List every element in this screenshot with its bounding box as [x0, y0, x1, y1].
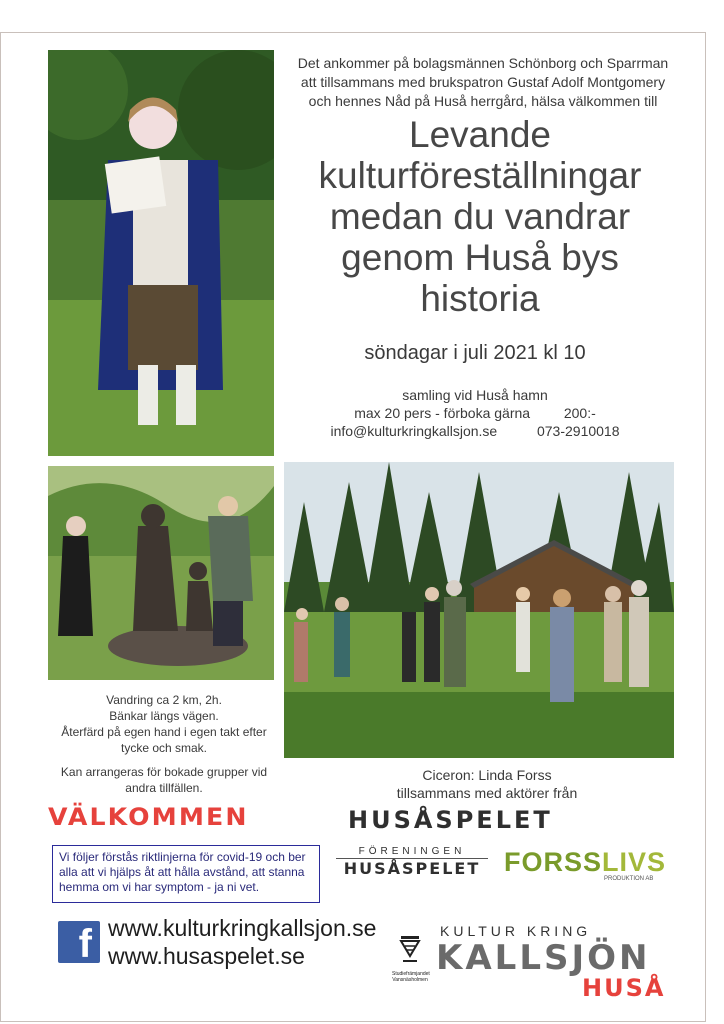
- kallsjon-logo: KALLSJÖN: [436, 938, 651, 978]
- intro-line: Det ankommer på bolagsmännen Schönborg och Sparrman: [297, 55, 669, 71]
- foreningen-husaspelet-logo: [330, 846, 494, 878]
- intro-line: och hennes Nåd på Huså herrgård, hälsa välkommen till: [308, 93, 658, 109]
- groups-line: andra tillfällen.: [125, 781, 203, 795]
- intro-line: att tillsammans med brukspatron Gustaf Adolf Montgomery: [300, 74, 666, 90]
- walk-line: Vandring ca 2 km, 2h.: [106, 693, 222, 707]
- website-link-kulturkringkallsjon[interactable]: www.kulturkringkallsjon.se: [108, 915, 377, 941]
- walk-line: Återfärd på egen hand i egen takt efter: [61, 725, 267, 739]
- facebook-icon[interactable]: f: [58, 921, 100, 963]
- welcome-logo-text: VÄLKOMMEN: [48, 803, 249, 831]
- forsslivs-part2: LIVS: [602, 847, 667, 877]
- walk-line: tycke och smak.: [120, 741, 208, 755]
- school-logo: [392, 936, 428, 983]
- max-participants: max 20 pers - förboka gärna: [354, 405, 531, 421]
- husa-logo-text: HUSÅ: [582, 974, 666, 1002]
- title-line: historia: [420, 278, 540, 319]
- guide-info: [300, 766, 674, 802]
- forsslivs-part1: FORSS: [504, 847, 603, 877]
- price: 200:-: [563, 405, 596, 421]
- covid-notice: [52, 845, 320, 903]
- school-logo-label: Studiefrämjandet Vansnäsholmen: [392, 971, 430, 983]
- group-booking-note: [40, 764, 288, 796]
- contact-row: [300, 422, 650, 440]
- kultur-kring-label: KULTUR KRING: [440, 923, 592, 939]
- website-link-husaspelet[interactable]: www.husaspelet.se: [108, 943, 305, 969]
- phone-number: 073-2910018: [536, 423, 620, 439]
- title-line: genom Huså bys: [341, 237, 619, 278]
- title-line: kulturföreställningar: [318, 155, 642, 196]
- email-link[interactable]: info@kulturkringkallsjon.se: [330, 423, 498, 439]
- intro-text: [282, 54, 684, 111]
- booking-row: [300, 404, 650, 422]
- forsslivs-subtitle: PRODUKTION AB: [604, 876, 654, 882]
- actor-reading-photo: [48, 50, 274, 456]
- foreningen-label: FÖRENINGEN: [336, 846, 488, 859]
- school-logo-icon: [399, 936, 421, 966]
- walk-line: Bänkar längs vägen.: [109, 709, 219, 723]
- event-info: [300, 386, 650, 440]
- title-line: Levande: [409, 114, 551, 155]
- statues-photo: [48, 466, 274, 680]
- title-line: medan du vandrar: [329, 196, 631, 237]
- event-title: [296, 114, 664, 319]
- husaspelet-logo: HUSÅSPELET: [348, 806, 553, 834]
- covid-line: hemma om vi har symptom - ja ni vet.: [59, 880, 260, 894]
- meeting-point: samling vid Huså hamn: [402, 387, 548, 403]
- group-walk-photo: [284, 462, 674, 758]
- guide-name: Ciceron: Linda Forss: [422, 767, 552, 783]
- covid-line: alla att vi hjälps åt att hålla avstånd, att stanna: [59, 865, 305, 879]
- event-date: söndagar i juli 2021 kl 10: [364, 342, 586, 364]
- groups-line: Kan arrangeras för bokade grupper vid: [60, 765, 268, 779]
- walk-description: [40, 692, 288, 756]
- covid-line: Vi följer förstås riktlinjerna för covid-19 och ber: [59, 850, 306, 864]
- guide-actors: tillsammans med aktörer från: [396, 785, 578, 801]
- foreningen-name: HUSÅSPELET: [343, 859, 481, 878]
- website-links: [108, 914, 376, 970]
- forsslivs-logo: [504, 847, 666, 878]
